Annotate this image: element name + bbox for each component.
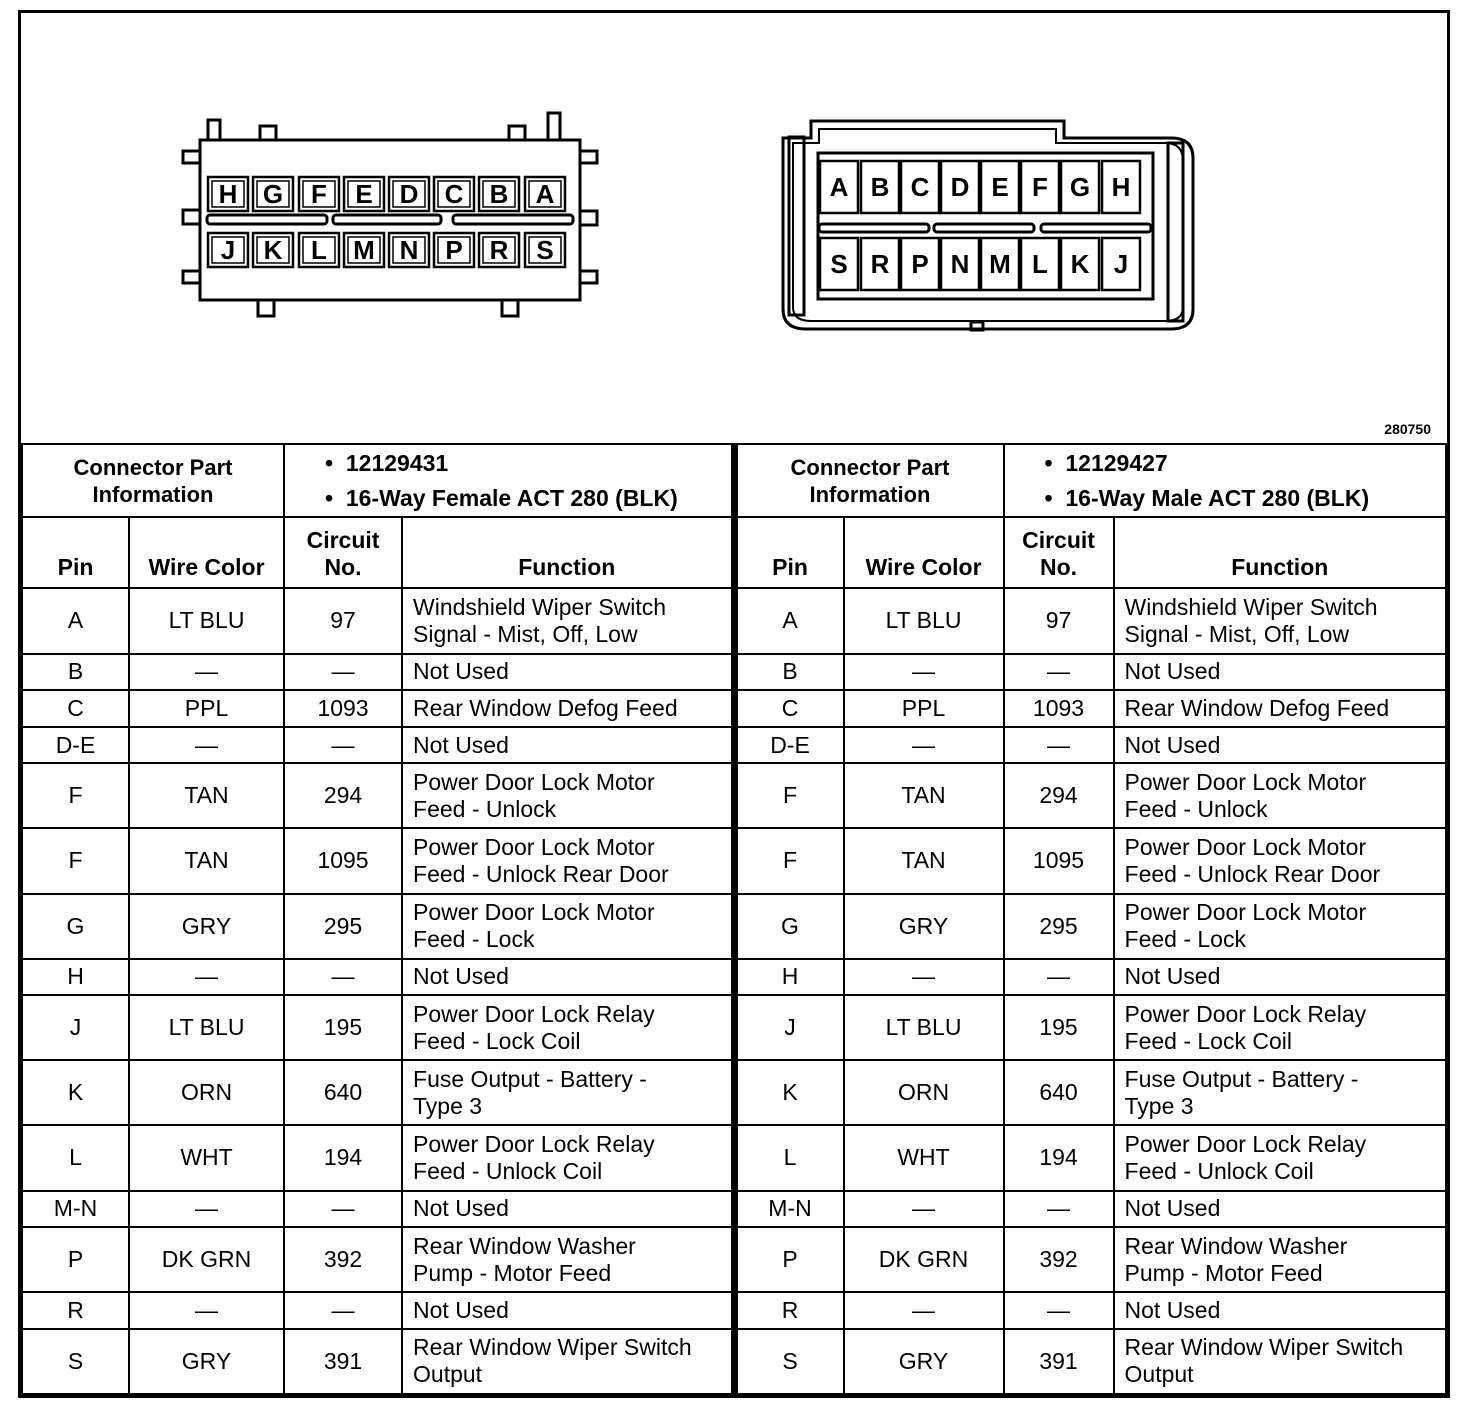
wire-color-header: Wire Color [844,517,1004,588]
wire-color-cell: PPL [129,690,284,727]
pin-letter: A [535,179,555,209]
pin-cavity [941,161,979,213]
pin-cavity [1021,161,1059,213]
pin-letter: F [1032,172,1048,202]
function-cell: Rear Window Wiper Switch Output [402,1329,731,1394]
female-connector-body [183,113,597,316]
pin-cavity [1021,238,1059,290]
wire-color-cell: TAN [129,828,284,893]
function-cell: Power Door Lock Motor Feed - Unlock [402,763,731,828]
function-cell: Not Used [1114,1191,1446,1228]
function-cell: Power Door Lock Relay Feed - Unlock Coil [402,1125,731,1190]
pin-cavity [208,177,248,211]
circuit-cell: — [284,1292,402,1329]
circuit-cell: 392 [284,1227,402,1292]
pin-cell: A [22,588,129,653]
wire-color-cell: TAN [844,763,1004,828]
circuit-cell: 294 [284,763,402,828]
wire-color-cell: — [844,1191,1004,1228]
pin-letter: P [911,249,929,279]
table-row [22,959,732,996]
circuit-cell: — [1004,959,1114,996]
circuit-cell: 391 [1004,1329,1114,1394]
pin-cavity [434,233,474,267]
table-row [22,763,732,828]
pin-cell: B [22,654,129,691]
table-row [737,588,1447,653]
function-cell: Power Door Lock Relay Feed - Lock Coil [1114,995,1446,1060]
wire-color-cell: PPL [844,690,1004,727]
wire-color-cell: — [844,727,1004,764]
wire-color-cell: LT BLU [129,995,284,1060]
table-row [737,1329,1447,1394]
pin-letter: E [991,172,1009,202]
pin-cavity [941,238,979,290]
pin-cavity [299,177,339,211]
figure-id: 280750 [1384,421,1431,437]
pin-letter: F [311,179,327,209]
wire-color-cell: ORN [129,1060,284,1125]
circuit-cell: 640 [1004,1060,1114,1125]
function-cell: Rear Window Wiper Switch Output [1114,1329,1446,1394]
female-connector-pins [208,177,565,267]
pin-cell: S [737,1329,844,1394]
pin-cavity [1061,238,1099,290]
wire-color-cell: LT BLU [844,995,1004,1060]
pin-cell: P [737,1227,844,1292]
pin-cell: B [737,654,844,691]
circuit-cell: 295 [1004,894,1114,959]
table-row [737,1060,1447,1125]
wire-color-cell: GRY [844,1329,1004,1394]
pin-cell: C [22,690,129,727]
pin-cell: H [737,959,844,996]
pin-cell: M-N [737,1191,844,1228]
table-row [22,1125,732,1190]
circuit-cell: — [284,959,402,996]
pin-cavity [981,161,1019,213]
wire-color-cell: GRY [129,894,284,959]
pin-cell: H [22,959,129,996]
wire-color-cell: — [129,1292,284,1329]
function-cell: Rear Window Defog Feed [1114,690,1446,727]
connector-face-views [21,13,1447,441]
table-row [22,727,732,764]
table-row [737,1292,1447,1329]
table-row [22,588,732,653]
table-row [737,828,1447,893]
circuit-cell: — [284,1191,402,1228]
table-row [22,1060,732,1125]
connector-description: • 16-Way Male ACT 280 (BLK) [1044,484,1370,511]
connector-part-info [22,444,732,517]
pin-cavity [253,233,293,267]
circuit-cell: 97 [284,588,402,653]
function-cell: Fuse Output - Battery - Type 3 [1114,1060,1446,1125]
part-number: • 12129427 [1044,449,1168,476]
circuit-cell: — [284,727,402,764]
circuit-cell: 1093 [284,690,402,727]
function-cell: Power Door Lock Relay Feed - Unlock Coil [1114,1125,1446,1190]
circuit-cell: 1095 [284,828,402,893]
wire-color-cell: TAN [844,828,1004,893]
pin-letter: N [950,249,970,279]
male-connector-table [733,443,1448,1395]
wire-color-cell: TAN [129,763,284,828]
wire-color-cell: GRY [844,894,1004,959]
pin-letter: H [218,179,238,209]
pin-letter: D [950,172,970,202]
wire-color-cell: — [844,654,1004,691]
table-row [737,1125,1447,1190]
table-row [737,727,1447,764]
function-cell: Not Used [402,1292,731,1329]
pin-cavity [820,161,858,213]
pin-letter: G [262,179,284,209]
pin-cell: R [22,1292,129,1329]
pin-letter: D [399,179,419,209]
function-cell: Fuse Output - Battery - Type 3 [402,1060,731,1125]
pin-cell: M-N [22,1191,129,1228]
table-row [22,654,732,691]
pin-cavity [389,177,429,211]
circuit-cell: 295 [284,894,402,959]
pin-cavity [344,233,384,267]
pin-cavity [525,233,565,267]
function-cell: Power Door Lock Motor Feed - Unlock [1114,763,1446,828]
column-headers [22,517,732,588]
pin-cavity [389,233,429,267]
diagram-frame [18,10,1450,1398]
pin-cell: S [22,1329,129,1394]
function-cell: Not Used [1114,959,1446,996]
wire-color-cell: — [844,959,1004,996]
table-row [737,763,1447,828]
pin-letter: R [870,249,890,279]
table-row [22,1329,732,1394]
circuit-cell: 194 [1004,1125,1114,1190]
table-row [737,959,1447,996]
circuit-cell: 1095 [1004,828,1114,893]
pin-cavity [344,177,384,211]
pin-cell: L [737,1125,844,1190]
circuit-cell: 195 [1004,995,1114,1060]
wire-color-cell: — [129,1191,284,1228]
circuit-cell: 195 [284,995,402,1060]
pin-cell: P [22,1227,129,1292]
pin-letter: B [489,179,509,209]
wire-color-cell: DK GRN [129,1227,284,1292]
pin-letter: R [489,235,509,265]
pin-cavity [981,238,1019,290]
function-cell: Power Door Lock Motor Feed - Unlock Rear Door [1114,828,1446,893]
pin-cavity [253,177,293,211]
function-cell: Power Door Lock Motor Feed - Lock [402,894,731,959]
function-cell: Power Door Lock Motor Feed - Unlock Rear Door [402,828,731,893]
pin-cell: J [22,995,129,1060]
pin-letter: P [445,235,463,265]
circuit-cell: — [284,654,402,691]
pin-cavity [901,161,939,213]
function-cell: Rear Window Washer Pump - Motor Feed [402,1227,731,1292]
male-connector-body [783,121,1193,330]
pin-cell: J [737,995,844,1060]
circuit-cell: — [1004,727,1114,764]
table-row [737,654,1447,691]
pin-letter: G [1069,172,1091,202]
wire-color-cell: ORN [844,1060,1004,1125]
wire-color-cell: — [129,959,284,996]
table-row [22,1227,732,1292]
pin-letter: J [220,235,236,265]
wire-color-cell: — [129,727,284,764]
wire-color-cell: DK GRN [844,1227,1004,1292]
circuit-cell: — [1004,1292,1114,1329]
circuit-cell: — [1004,654,1114,691]
function-cell: Power Door Lock Relay Feed - Lock Coil [402,995,731,1060]
function-cell: Not Used [402,654,731,691]
pin-cavity [434,177,474,211]
circuit-header: Circuit No. [284,517,402,588]
pin-cavity [1102,161,1140,213]
column-headers [737,517,1447,588]
connector-part-bullets [1004,444,1446,517]
pin-cell: D-E [737,727,844,764]
pin-cell: K [737,1060,844,1125]
pin-cell: A [737,588,844,653]
circuit-cell: 391 [284,1329,402,1394]
pin-cell: C [737,690,844,727]
circuit-header: Circuit No. [1004,517,1114,588]
pin-letter: E [355,179,373,209]
function-cell: Not Used [1114,727,1446,764]
pin-cavity [479,177,519,211]
function-cell: Not Used [402,727,731,764]
pin-header: Pin [737,517,844,588]
pin-letter: K [1070,249,1090,279]
pin-cell: K [22,1060,129,1125]
part-number: • 12129431 [325,449,449,476]
pin-cavity [479,233,519,267]
pin-letter: M [989,249,1011,279]
table-row [22,995,732,1060]
wire-color-cell: GRY [129,1329,284,1394]
function-cell: Windshield Wiper Switch Signal - Mist, Off, Low [402,588,731,653]
connector-description: • 16-Way Female ACT 280 (BLK) [325,484,678,511]
table-row [22,690,732,727]
pin-header: Pin [22,517,129,588]
table-row [22,1292,732,1329]
pin-cell: G [737,894,844,959]
function-cell: Not Used [402,1191,731,1228]
pin-cell: D-E [22,727,129,764]
pin-letter: S [830,249,848,279]
connector-part-bullets [284,444,731,517]
pin-cavity [901,238,939,290]
pin-letter: C [444,179,464,209]
table-row [22,1191,732,1228]
table-row [737,1191,1447,1228]
circuit-cell: 194 [284,1125,402,1190]
table-row [737,1227,1447,1292]
connector-part-label: Connector Part Information [737,444,1004,517]
circuit-cell: 97 [1004,588,1114,653]
pin-cavity [1061,161,1099,213]
pin-cavity [1102,238,1140,290]
wire-color-header: Wire Color [129,517,284,588]
pin-letter: K [263,235,283,265]
pin-letter: S [536,235,554,265]
pin-letter: A [829,172,849,202]
wire-color-cell: — [844,1292,1004,1329]
table-row [737,690,1447,727]
pin-letter: M [353,235,375,265]
function-cell: Not Used [402,959,731,996]
wire-color-cell: LT BLU [129,588,284,653]
table-row [22,894,732,959]
pin-letter: L [311,235,327,265]
function-header: Function [1114,517,1446,588]
pin-cavity [820,238,858,290]
pin-cell: F [22,828,129,893]
function-cell: Not Used [1114,1292,1446,1329]
function-header: Function [402,517,731,588]
wire-color-cell: WHT [844,1125,1004,1190]
circuit-cell: 1093 [1004,690,1114,727]
pin-letter: H [1111,172,1131,202]
connector-part-info [737,444,1447,517]
pin-letter: L [1032,249,1048,279]
wire-color-cell: WHT [129,1125,284,1190]
table-row [737,894,1447,959]
function-cell: Rear Window Washer Pump - Motor Feed [1114,1227,1446,1292]
pin-cell: F [22,763,129,828]
circuit-cell: 640 [284,1060,402,1125]
pin-cell: R [737,1292,844,1329]
circuit-cell: 294 [1004,763,1114,828]
pinout-tables [21,443,1447,1395]
pin-cell: F [737,763,844,828]
pin-cavity [861,238,899,290]
wire-color-cell: — [129,654,284,691]
pin-cell: F [737,828,844,893]
pin-cavity [208,233,248,267]
pin-cell: G [22,894,129,959]
pin-letter: C [910,172,930,202]
function-cell: Power Door Lock Motor Feed - Lock [1114,894,1446,959]
pin-cavity [861,161,899,213]
function-cell: Not Used [1114,654,1446,691]
female-connector-table [21,443,733,1395]
circuit-cell: 392 [1004,1227,1114,1292]
connector-part-label: Connector Part Information [22,444,284,517]
circuit-cell: — [1004,1191,1114,1228]
pin-cell: L [22,1125,129,1190]
function-cell: Rear Window Defog Feed [402,690,731,727]
table-row [22,828,732,893]
function-cell: Windshield Wiper Switch Signal - Mist, Off, Low [1114,588,1446,653]
pin-letter: B [870,172,890,202]
pin-letter: N [399,235,419,265]
pin-cavity [299,233,339,267]
pin-cavity [525,177,565,211]
pin-letter: J [1113,249,1129,279]
table-row [737,995,1447,1060]
wire-color-cell: LT BLU [844,588,1004,653]
